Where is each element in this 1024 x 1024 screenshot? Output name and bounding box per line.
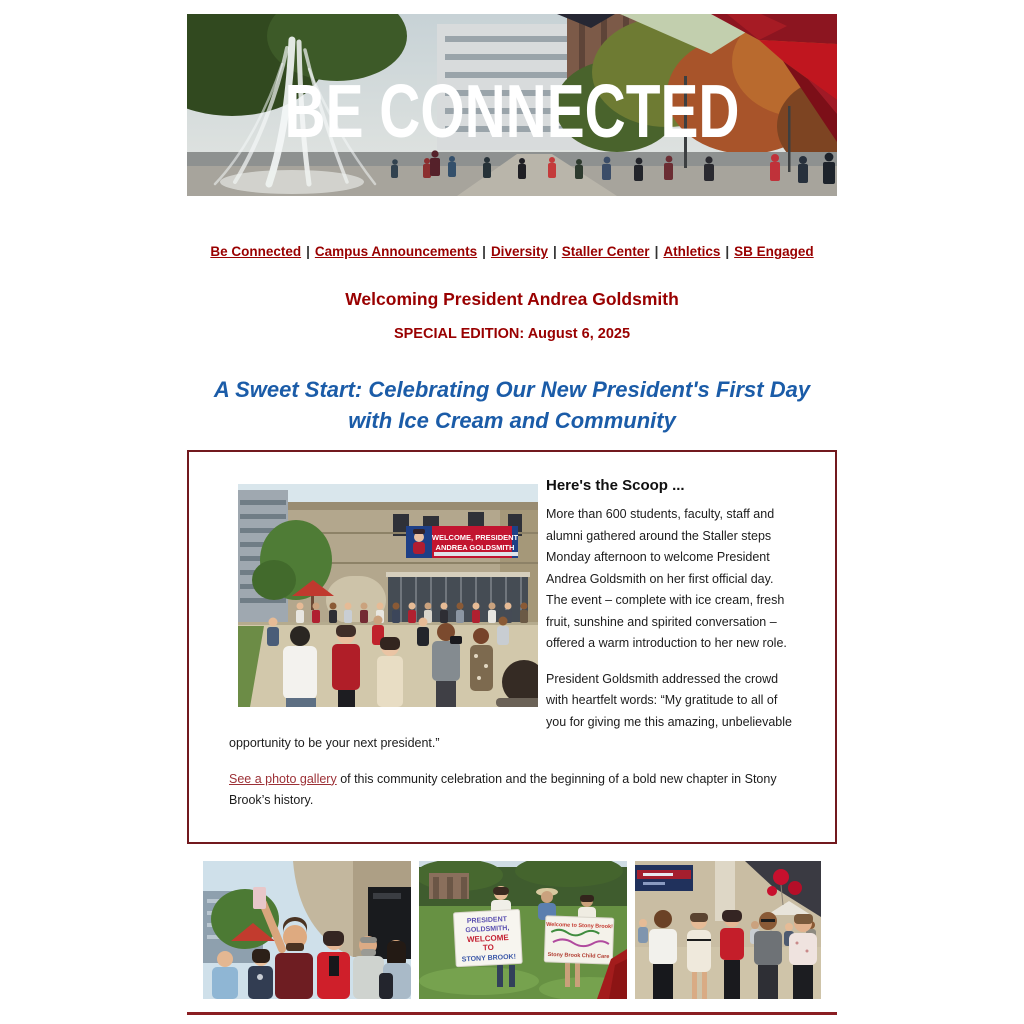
svg-text:GOLDSMITH,: GOLDSMITH, (465, 924, 510, 934)
newsletter-nav (187, 244, 837, 259)
article-headline-line1: A Sweet Start: Celebrating Our New President's First Day (213, 377, 811, 402)
edition-line: SPECIAL EDITION: August 6, 2025 (393, 326, 631, 342)
story-paragraph-1: More than 600 students, faculty, staff and alumni gathered around the Staller steps Monday afternoon to welcome President Andrea Goldsmith on her first official day. The event – complete with ice cream, fresh fruit, sunshine and spirited conversation – offered a warm introduction to her new role. (546, 507, 787, 650)
nav-separator: | (552, 244, 557, 259)
story-paragraph-3-text: of this community celebration and the beginning of a bold new chapter in Stony Brook’s history. (229, 771, 777, 807)
welcome-signs-illustration (419, 861, 627, 999)
banner-image[interactable] (187, 14, 837, 196)
nav-link-be-connected[interactable]: Be Connected (210, 244, 302, 259)
gallery-photo-selfie[interactable] (203, 861, 411, 999)
svg-text:Stony Brook Child Care: Stony Brook Child Care (547, 951, 610, 960)
photo-gallery-row (187, 861, 837, 999)
nav-link-diversity[interactable]: Diversity (490, 244, 548, 259)
gallery-photo-group[interactable] (635, 861, 821, 999)
story-paragraph-2: President Goldsmith addressed the crowd with heartfelt words: “My gratitude to all of you for giving me this amazing, unbelievable opportunity to be your next president.” (229, 671, 792, 750)
welcome-sign-2 (544, 915, 614, 963)
nav-link-campus-announcements[interactable]: Campus Announcements (314, 244, 478, 259)
story-box (187, 450, 837, 844)
campus-fountain-illustration (187, 14, 837, 196)
newsletter-title: Welcoming President Andrea Goldsmith (345, 289, 679, 309)
gallery-photo-signs[interactable] (419, 861, 627, 999)
article-headline-line2: with Ice Cream and Community (348, 408, 676, 433)
section-divider (187, 1012, 837, 1015)
welcome-banner-line2: ANDREA GOLDSMITH (435, 543, 515, 552)
welcome-banner-line1: WELCOME, PRESIDENT (431, 533, 519, 542)
selfie-illustration (203, 861, 411, 999)
nav-separator: | (306, 244, 310, 259)
nav-separator: | (654, 244, 659, 259)
story-heading: Here's the Scoop ... (546, 477, 685, 494)
nav-link-sb-engaged[interactable]: SB Engaged (734, 244, 814, 259)
story-paragraph-3 (229, 769, 795, 812)
mini-banner (635, 865, 693, 891)
svg-text:PRESIDENT: PRESIDENT (466, 915, 508, 925)
nav-separator: | (482, 244, 486, 259)
banner-title: BE CONNECTED (284, 69, 740, 153)
svg-text:STONY BROOK!: STONY BROOK! (461, 953, 517, 963)
nav-link-staller-center[interactable]: Staller Center (561, 244, 650, 259)
welcome-sign-1 (453, 909, 522, 966)
cream-top-figure (377, 637, 403, 707)
svg-text:WELCOME: WELCOME (466, 932, 509, 944)
photo-gallery-link[interactable]: See a photo gallery (229, 771, 337, 786)
svg-text:Welcome to Stony Brook!: Welcome to Stony Brook! (546, 921, 614, 930)
group-illustration (635, 861, 821, 999)
staller-crowd-photo[interactable] (238, 484, 538, 707)
nav-separator: | (725, 244, 730, 259)
crowd-back-row (296, 603, 528, 624)
nav-link-athletics[interactable]: Athletics (663, 244, 721, 259)
staller-crowd-illustration (238, 484, 538, 707)
svg-text:TO: TO (482, 942, 495, 952)
welcome-banner (406, 526, 519, 558)
newsletter (187, 0, 837, 1015)
article-headline (187, 374, 837, 436)
